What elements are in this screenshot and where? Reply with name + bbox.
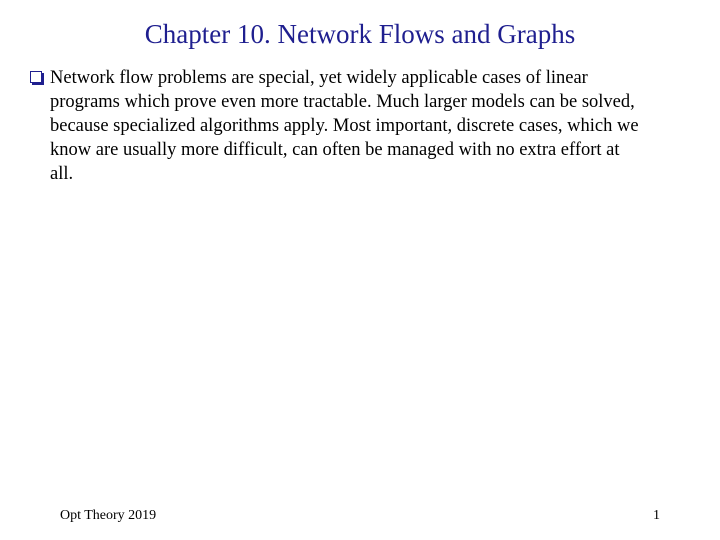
hollow-square-bullet-icon: [30, 71, 42, 83]
page-number: 1: [653, 508, 660, 523]
slide-footer: Opt Theory 2019: [60, 508, 157, 523]
bullet-text-line: because specialized algorithms apply. Most important, discrete cases, which we: [50, 116, 639, 136]
bullet-text-line: all.: [50, 164, 74, 184]
bullet-text-line: Network flow problems are special, yet widely applicable cases of linear: [50, 68, 588, 88]
bullet-text-line: programs which prove even more tractable. Much larger models can be solved,: [50, 92, 635, 112]
bullet-text: [50, 66, 700, 186]
slide-title: Chapter 10. Network Flows and Graphs: [144, 19, 576, 49]
bullet-text-line: know are usually more difficult, can often be managed with no extra effort at: [50, 140, 620, 160]
